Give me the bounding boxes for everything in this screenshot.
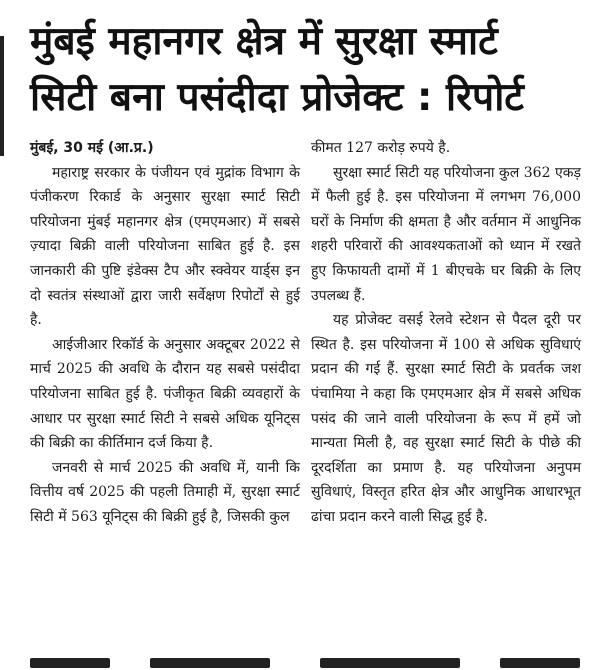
text-fragment: [320, 658, 460, 668]
text-fragment: [150, 658, 270, 668]
headline: [30, 14, 590, 126]
right-column: [311, 136, 581, 530]
next-headline-fragment: [0, 650, 602, 670]
paragraph-continuation: कीमत 127 करोड़ रुपये है.: [311, 140, 451, 156]
paragraph: जनवरी से मार्च 2025 की अवधि में, यानी कि वित्तीय वर्ष 2025 की पहली तिमाही में, सुरक्षा स्मार्ट सिटी में 563 यूनिट्स की बिक्री हुई है, जिसकी कुल: [30, 459, 300, 525]
paragraph: महाराष्ट्र सरकार के पंजीयन एवं मुद्रांक विभाग के पंजीकरण रिकार्ड के अनुसार सुरक्षा स्मार्ट सिटी परियोजना मुंबई महानगर क्षेत्र (एमएमआर) में सबसे ज़्यादा बिक्री वाली परियोजना साबित हुई है. इस जानकारी की पुष्टि इंडेक्स टैप और स्क्वेयर यार्ड्स इन दो स्वतंत्र संस्थाओं द्वारा जारी सर्वेक्षण रिपोर्टों से हुई है.: [30, 164, 300, 329]
column-rule: [0, 36, 4, 156]
paragraph: यह प्रोजेक्ट वसई रेलवे स्टेशन से पैदल दूरी पर स्थित है. इस परियोजना में 100 से अधिक सुविधाएं प्रदान की गई हैं. सुरक्षा स्मार्ट सिटी के प्रवर्तक जश पंचामिया ने कहा कि एमएमआर क्षेत्र में सबसे अधिक पसंद की जाने वाली परियोजना के रूप में हमें जो मान्यता मिली है, वह सुरक्षा स्मार्ट सिटी के पीछे की दूरदर्शिता का प्रमाण है. यह परियोजना अनुपम सुविधाएं, विस्तृत हरित क्षेत्र और आधुनिक आधारभूत ढांचा प्रदान करने वाली सिद्ध हुई है.: [311, 312, 581, 525]
dateline: मुंबई, 30 मई (आ.प्र.): [30, 140, 154, 156]
dateline-paragraph: [30, 136, 300, 161]
headline-line-1: मुंबई महानगर क्षेत्र में सुरक्षा स्मार्ट: [30, 19, 498, 64]
paragraph: सुरक्षा स्मार्ट सिटी यह परियोजना कुल 362 एकड़ में फैली हुई है. इस परियोजना में लगभग 76,000 घरों के निर्माण की क्षमता है और वर्तमान में आधुनिक शहरी परिवारों की आवश्यकताओं को ध्यान में रखते हुए किफायती दामों में 1 बीएचके घर बिक्री के लिए उपलब्ध हैं.: [311, 164, 581, 304]
text-fragment: [500, 658, 580, 668]
headline-line-2: सिटी बना पसंदीदा प्रोजेक्ट : रिपोर्ट: [30, 75, 524, 120]
paragraph: आईजीआर रिकॉर्ड के अनुसार अक्टूबर 2022 से मार्च 2025 की अवधि के दौरान यह सबसे पसंदीदा परियोजना साबित हुई है. पंजीकृत बिक्री व्यवहारों के आधार पर सुरक्षा स्मार्ट सिटी ने सबसे अधिक यूनिट्स की बिक्री का कीर्तिमान दर्ज किया है.: [30, 336, 300, 452]
text-fragment: [30, 658, 110, 668]
left-column: [30, 136, 300, 530]
